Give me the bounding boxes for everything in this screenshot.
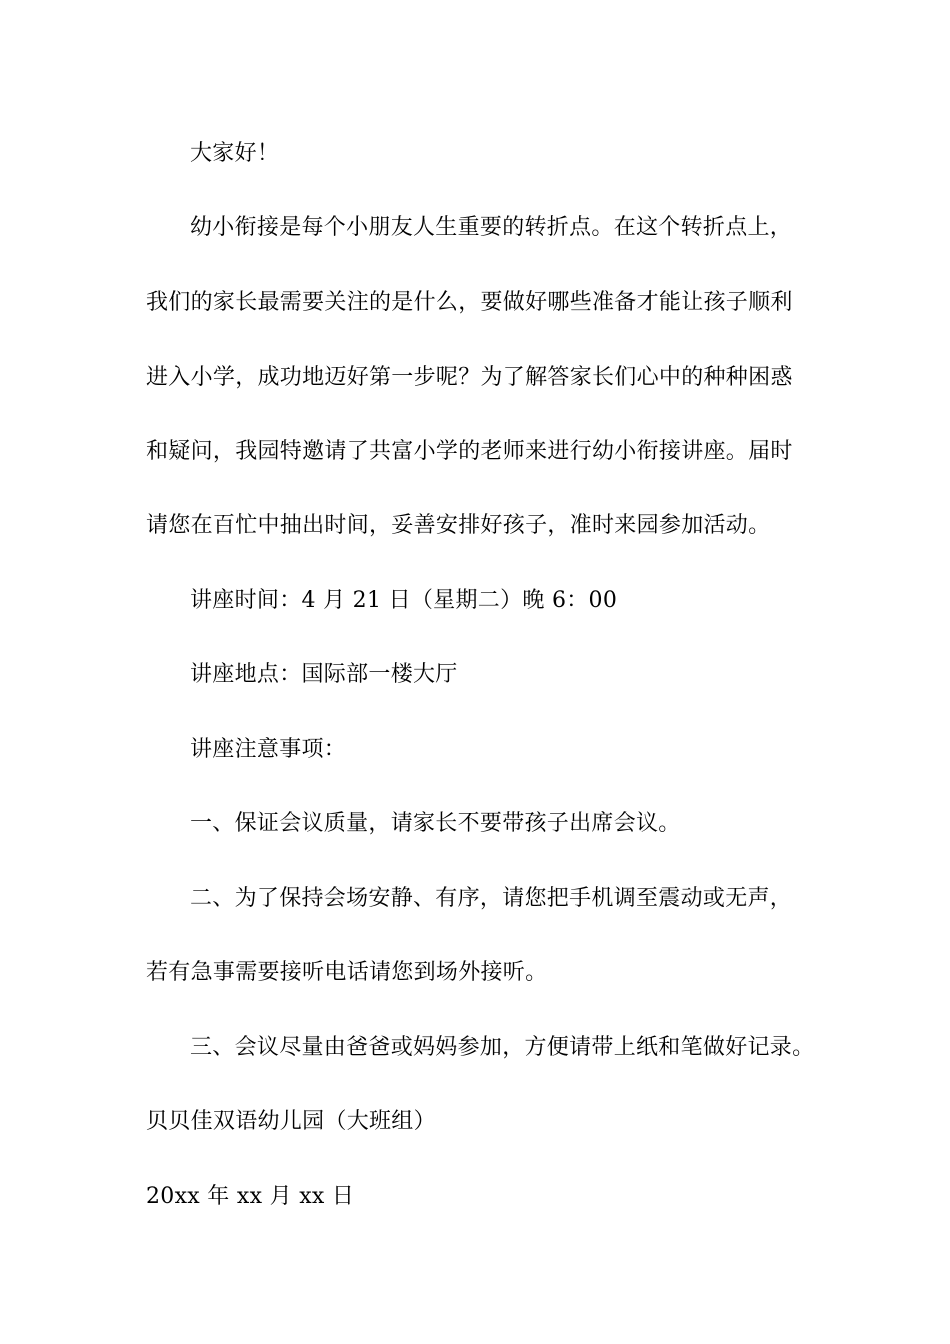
greeting: 大家好！ bbox=[190, 141, 280, 166]
lecture-place: 讲座地点：国际部一楼大厅 bbox=[190, 662, 458, 687]
paragraph-line: 我们的家长最需要关注的是什么，要做好哪些准备才能让孩子顺利 bbox=[146, 290, 793, 315]
note-item: 二、为了保持会场安静、有序，请您把手机调至震动或无声， bbox=[190, 886, 793, 911]
paragraph-line: 和疑问，我园特邀请了共富小学的老师来进行幼小衔接讲座。届时 bbox=[146, 439, 793, 464]
notes-heading: 讲座注意事项： bbox=[190, 737, 347, 762]
note-item-continuation: 若有急事需要接听电话请您到场外接听。 bbox=[146, 960, 548, 985]
note-item: 一、保证会议质量，请家长不要带孩子出席会议。 bbox=[190, 811, 681, 836]
paragraph-line: 请您在百忙中抽出时间，妥善安排好孩子，准时来园参加活动。 bbox=[146, 513, 771, 538]
lecture-time: 讲座时间：4 月 21 日（星期二）晚 6：00 bbox=[190, 588, 618, 613]
signature: 贝贝佳双语幼儿园（大班组） bbox=[146, 1109, 436, 1134]
paragraph-line: 进入小学，成功地迈好第一步呢？为了解答家长们心中的种种困惑 bbox=[146, 365, 793, 390]
note-item: 三、会议尽量由爸爸或妈妈参加，方便请带上纸和笔做好记录。 bbox=[190, 1035, 815, 1060]
date: 20xx 年 xx 月 xx 日 bbox=[146, 1184, 355, 1209]
paragraph-line: 幼小衔接是每个小朋友人生重要的转折点。在这个转折点上， bbox=[190, 215, 793, 240]
